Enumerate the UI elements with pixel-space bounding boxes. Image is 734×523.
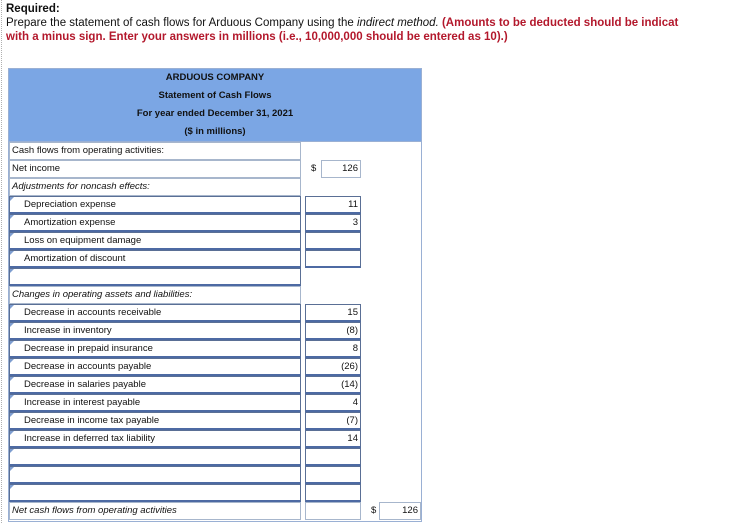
statement-title: Statement of Cash Flows — [9, 87, 421, 106]
required-label: Required: — [6, 3, 60, 15]
statement-row — [9, 484, 421, 502]
row-label: Loss on equipment damage — [24, 235, 142, 246]
amount-input[interactable]: (26) — [305, 358, 361, 376]
instruction-emphasis-2: with a minus sign. Enter your answers in millions (i.e., 10,000,000 should be entered as 10).) — [6, 31, 508, 43]
amount-input[interactable] — [305, 448, 361, 466]
amount-input[interactable]: 14 — [305, 430, 361, 448]
statement-row — [9, 448, 421, 466]
row-label: Net cash flows from operating activities — [12, 505, 177, 516]
row-label-cell — [9, 142, 301, 160]
statement-row — [9, 412, 421, 430]
amount-input[interactable] — [305, 232, 361, 250]
statement-row — [9, 160, 421, 178]
statement-period: For year ended December 31, 2021 — [9, 105, 421, 124]
total-input[interactable]: 126 — [379, 502, 421, 520]
amount-input[interactable]: 11 — [305, 196, 361, 214]
statement-units: ($ in millions) — [9, 123, 421, 142]
row-label: Decrease in income tax payable — [24, 415, 160, 426]
row-label-cell[interactable] — [9, 214, 301, 232]
row-label-cell[interactable] — [9, 250, 301, 268]
row-label-cell[interactable] — [9, 268, 301, 286]
row-label: Decrease in accounts receivable — [24, 307, 162, 318]
row-label: Increase in interest payable — [24, 397, 141, 408]
row-label-cell — [9, 502, 301, 520]
row-label: Decrease in salaries payable — [24, 379, 146, 390]
row-label-cell[interactable] — [9, 196, 301, 214]
instructions — [6, 16, 734, 44]
amount-input[interactable] — [305, 466, 361, 484]
statement-row — [9, 502, 421, 520]
row-label: Decrease in accounts payable — [24, 361, 152, 372]
amount-input[interactable] — [305, 502, 361, 520]
statement-row — [9, 178, 421, 196]
statement-row — [9, 340, 421, 358]
row-label-cell[interactable] — [9, 394, 301, 412]
row-label: Increase in deferred tax liability — [24, 433, 155, 444]
amount-input[interactable]: 8 — [305, 340, 361, 358]
instruction-emphasis-1: (Amounts to be deducted should be indicat — [438, 17, 679, 29]
row-label-cell[interactable] — [9, 358, 301, 376]
statement-row — [9, 286, 421, 304]
currency-symbol: $ — [371, 505, 377, 516]
amount-input[interactable] — [305, 484, 361, 502]
statement-row — [9, 376, 421, 394]
statement-row — [9, 268, 421, 286]
statement-row — [9, 142, 421, 160]
row-label: Amortization expense — [24, 217, 116, 228]
currency-symbol: $ — [311, 163, 317, 174]
row-label-cell — [9, 160, 301, 178]
amount-input[interactable]: 15 — [305, 304, 361, 322]
left-dotted-border — [1, 0, 2, 523]
amount-input[interactable]: 126 — [321, 160, 361, 178]
row-label-cell[interactable] — [9, 466, 301, 484]
row-label: Cash flows from operating activities: — [12, 145, 165, 156]
statement-row — [9, 358, 421, 376]
amount-input[interactable]: 3 — [305, 214, 361, 232]
statement-row — [9, 322, 421, 340]
cash-flow-statement — [8, 68, 422, 522]
row-label-cell[interactable] — [9, 484, 301, 502]
row-label: Decrease in prepaid insurance — [24, 343, 153, 354]
statement-row — [9, 214, 421, 232]
statement-row — [9, 430, 421, 448]
amount-input[interactable]: 4 — [305, 394, 361, 412]
statement-row — [9, 196, 421, 214]
statement-row — [9, 232, 421, 250]
row-label: Increase in inventory — [24, 325, 112, 336]
row-label: Depreciation expense — [24, 199, 116, 210]
row-label-cell[interactable] — [9, 340, 301, 358]
row-label: Amortization of discount — [24, 253, 126, 264]
row-label-cell[interactable] — [9, 448, 301, 466]
statement-row — [9, 250, 421, 268]
row-label-cell[interactable] — [9, 304, 301, 322]
row-label-cell — [9, 178, 301, 196]
statement-row — [9, 304, 421, 322]
instruction-prefix: Prepare the statement of cash flows for Arduous Company using the — [6, 17, 357, 29]
row-label: Adjustments for noncash effects: — [12, 181, 150, 192]
row-label-cell[interactable] — [9, 430, 301, 448]
row-label-cell[interactable] — [9, 412, 301, 430]
row-label: Net income — [12, 163, 61, 174]
amount-input[interactable]: (7) — [305, 412, 361, 430]
amount-input[interactable] — [305, 250, 361, 268]
statement-row — [9, 466, 421, 484]
row-label-cell[interactable] — [9, 376, 301, 394]
amount-input[interactable]: (14) — [305, 376, 361, 394]
row-label-cell — [9, 286, 301, 304]
row-label: Changes in operating assets and liabilities: — [12, 289, 193, 300]
company-name: ARDUOUS COMPANY — [9, 69, 421, 88]
instruction-method: indirect method. — [356, 17, 439, 29]
row-label-cell[interactable] — [9, 322, 301, 340]
row-label-cell[interactable] — [9, 232, 301, 250]
amount-input[interactable]: (8) — [305, 322, 361, 340]
statement-row — [9, 394, 421, 412]
